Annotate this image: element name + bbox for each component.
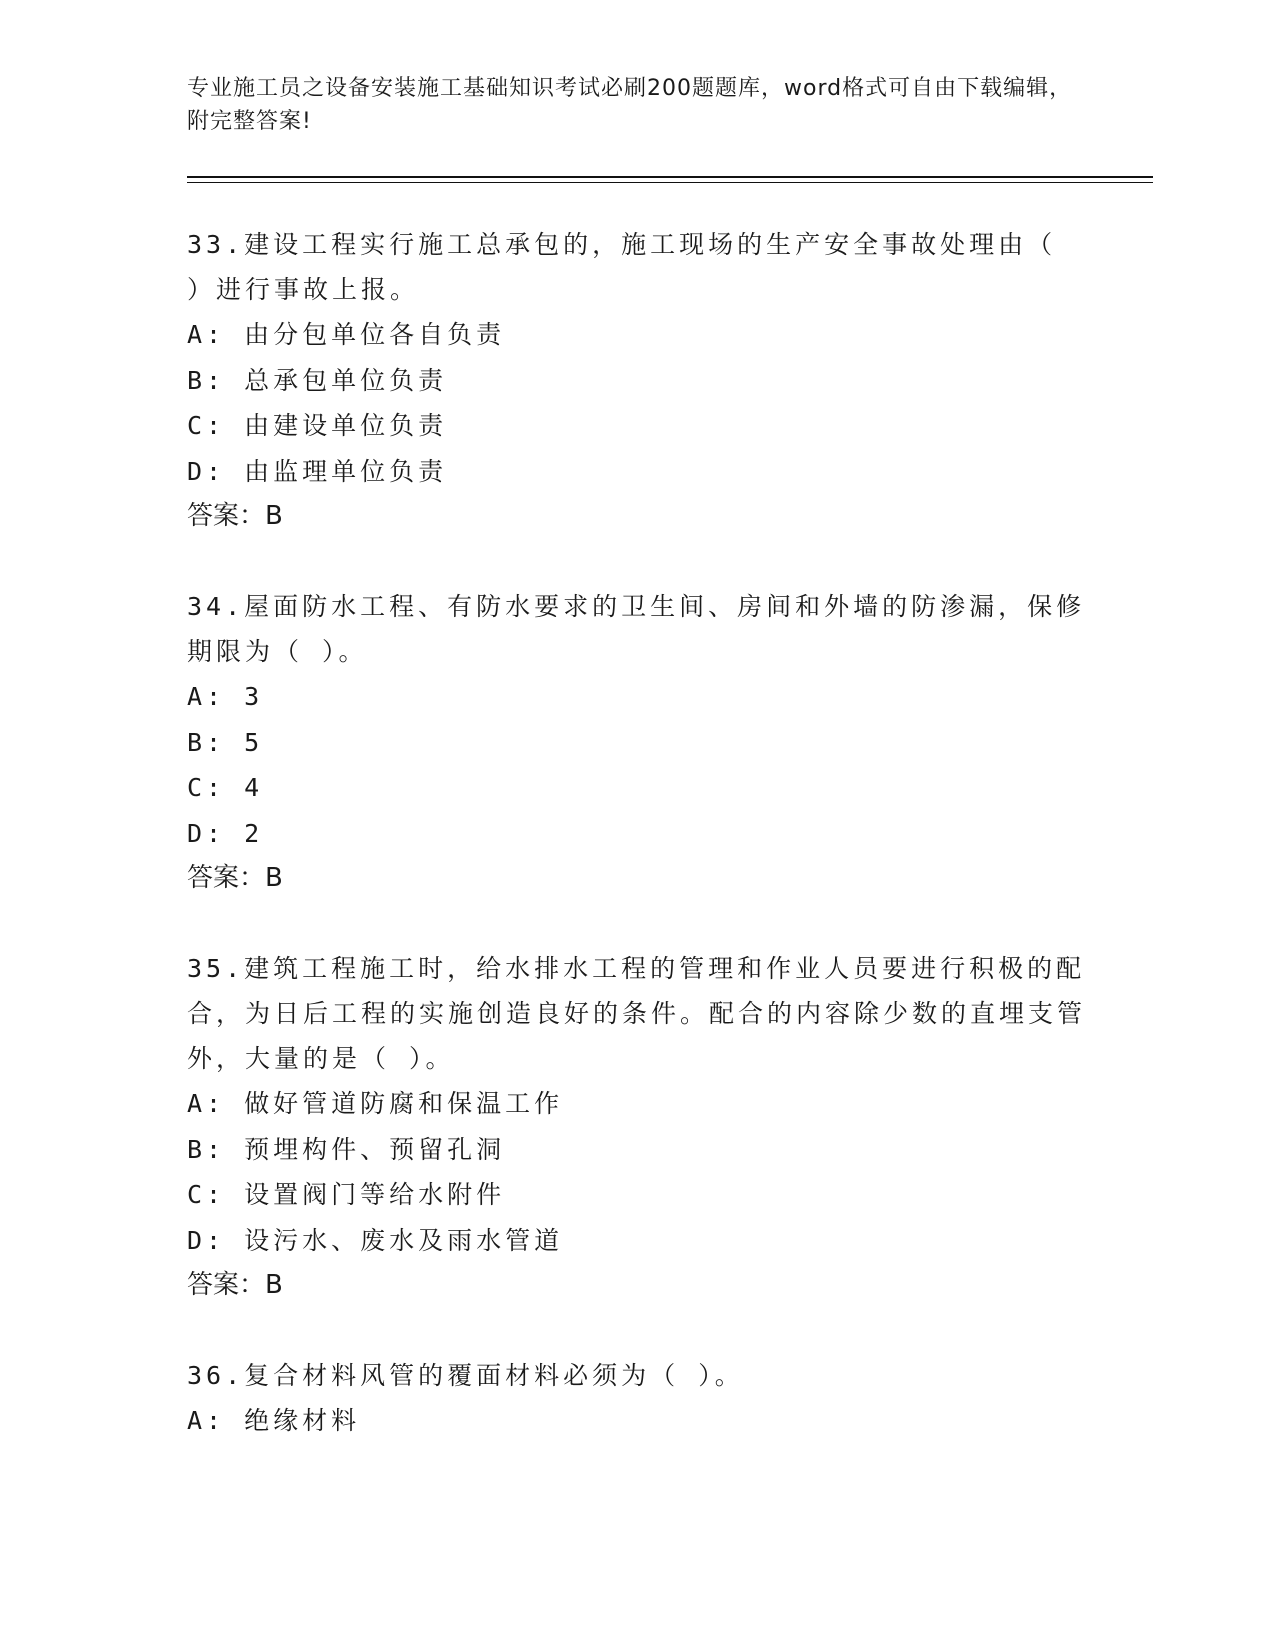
option-a: A: 做好管道防腐和保温工作 xyxy=(187,1089,564,1118)
question-stem: 34.屋面防水工程、有防水要求的卫生间、房间和外墙的防渗漏，保修期限为（ ）。 xyxy=(187,592,1086,666)
answer-line: 答案：B xyxy=(187,501,283,531)
option-a: A: 绝缘材料 xyxy=(187,1406,361,1435)
option-a: A: 由分包单位各自负责 xyxy=(187,320,506,349)
answer-line: 答案：B xyxy=(187,1270,283,1300)
option-d: D: 2 xyxy=(187,818,264,848)
option-b: B: 5 xyxy=(187,727,264,757)
option-d: D: 设污水、废水及雨水管道 xyxy=(187,1225,564,1255)
question-stem: 36.复合材料风管的覆面材料必须为（ ）。 xyxy=(187,1361,744,1390)
option-c: C: 由建设单位负责 xyxy=(187,411,448,440)
answer-line: 答案：B xyxy=(187,863,283,893)
question-33 xyxy=(187,222,1087,539)
option-c: C: 设置阀门等给水附件 xyxy=(187,1180,506,1209)
question-35 xyxy=(187,946,1087,1308)
option-b: B: 总承包单位负责 xyxy=(187,365,448,395)
question-36 xyxy=(187,1353,1087,1444)
option-a: A: 3 xyxy=(187,682,264,711)
header-divider-thick xyxy=(187,176,1153,178)
option-c: C: 4 xyxy=(187,773,264,802)
header-divider-thin xyxy=(187,182,1153,183)
document-header: 专业施工员之设备安装施工基础知识考试必刷200题题库，word格式可自由下载编辑，附完整答案! xyxy=(187,76,1073,134)
option-d: D: 由监理单位负责 xyxy=(187,456,448,486)
question-stem: 33.建设工程实行施工总承包的，施工现场的生产安全事故处理由（ ）进行事故上报。 xyxy=(187,230,1057,304)
question-34 xyxy=(187,584,1087,901)
option-b: B: 预埋构件、预留孔洞 xyxy=(187,1134,506,1164)
question-stem: 35.建筑工程施工时，给水排水工程的管理和作业人员要进行积极的配合，为日后工程的实施创造良好的条件。配合的内容除少数的直埋支管外，大量的是（ ）。 xyxy=(187,954,1087,1073)
